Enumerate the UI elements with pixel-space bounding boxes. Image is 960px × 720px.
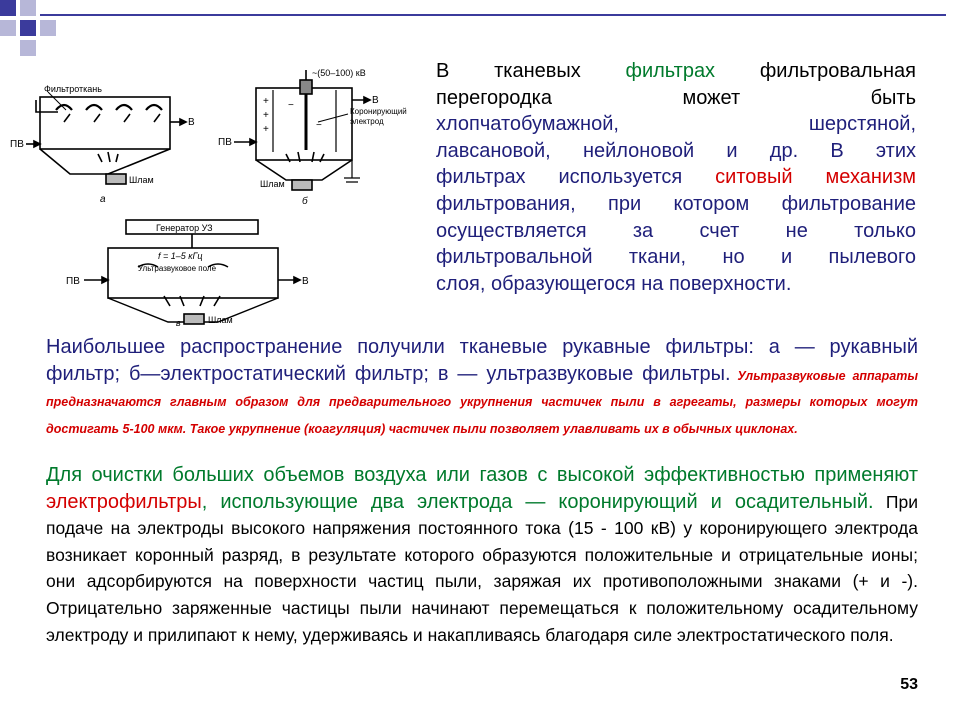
b-minus-1: − <box>288 100 294 111</box>
filter-schematics-figure <box>8 52 418 327</box>
highlight-sieve-mechanism: ситовый механизм <box>715 166 916 189</box>
b-plus-2: + <box>263 110 269 121</box>
a-sludge-label: Шлам <box>129 175 154 185</box>
page-number: 53 <box>900 676 918 693</box>
b-caption: б <box>302 196 308 207</box>
a-fabric-label: Фильтроткань <box>44 84 102 94</box>
top-rule <box>40 14 946 16</box>
corner-square-3 <box>0 20 16 36</box>
bag-filters-paragraph <box>46 334 918 440</box>
c-generator-label: Генератор УЗ <box>156 223 213 233</box>
b-plus-3: + <box>263 124 269 135</box>
c-out-label: В <box>302 276 309 287</box>
b-sludge-label: Шлам <box>260 179 285 189</box>
intro-line-3: хлопчатобумажной, шерстяной, <box>436 113 916 136</box>
b-in-label: ПВ <box>218 137 232 148</box>
c-freq-label: f = 1–5 кГц <box>158 251 203 261</box>
b-plus-1: + <box>263 96 269 107</box>
b-minus-2: − <box>316 120 322 131</box>
highlight-filters: фильтрах <box>625 60 716 82</box>
corner-square-4 <box>20 20 36 36</box>
electrofilters-paragraph: Для очистки больших объемов воздуха или газов с высокой эффективностью применяют электрофильтры, использующие два электрода — коронирующий и осадительный. При подаче на электроды высокого напряжения постоянного тока (15 - 100 кВ) у коронирующего электрода возникает коронный разряд, в результате которого образуются положительные и отрицательные ионы; они адсорбируются на поверхности частиц пыли, заряжая их противоположными знаками (+ и -). Отрицательно заряженные частицы пыли начинают перемещаться к положительному осадительному электроду и прилипают к нему, удерживаясь и накапливаясь благодаря силе электростатического поля. <box>46 464 919 645</box>
c-in-label: ПВ <box>66 276 80 287</box>
schematic-a-bag-filter <box>26 92 186 184</box>
intro-line-8: фильтровальной ткани, но и пылевого <box>436 246 916 269</box>
highlight-electrofilters: электрофильтры <box>46 490 202 513</box>
bag-filters-text: Наибольшее распространение получили тканевые рукавные фильтры: а — рукавный фильтр; б—электростатический фильтр; в — ультразвуковые фильтры. <box>46 336 918 385</box>
b-corona-label-2: электрод <box>350 117 384 126</box>
intro-line-7: осуществляется за счет не только <box>436 219 916 242</box>
corner-square-1 <box>0 0 16 16</box>
intro-line-4: лавсановой, нейлоновой и др. В этих <box>436 139 916 162</box>
intro-line-9: слоя, образующегося на поверхности. <box>436 272 792 295</box>
schematic-b-electrostatic-filter <box>234 70 370 190</box>
corner-square-5 <box>40 20 56 36</box>
intro-line-5: фильтрах используется ситовый механизм <box>436 166 916 189</box>
b-voltage-label: ~(50–100) кВ <box>312 68 366 78</box>
intro-line-1: В тканевых фильтрах фильтровальная <box>436 60 916 82</box>
electrofilters-body: При подаче на электроды высокого напряжения постоянного тока (15 - 100 кВ) у коронирующего электрода возникает коронный разряд, в результате которого образуются положительные и отрицательные ионы; они адсорбируются на поверхности частиц пыли, заряжая их противоположными знаками (+ и -). Отрицательно заряженные частицы пыли начинают перемещаться к положительному осадительному электроду и прилипают к нему, удерживаясь и накапливаясь благодаря силе электростатического поля. <box>46 491 919 645</box>
a-out-label: В <box>188 117 195 128</box>
intro-line-6: фильтрования, при котором фильтрование <box>436 192 916 215</box>
b-corona-label-1: Коронирующий <box>350 107 407 116</box>
c-field-label: Ультразвуковое поле <box>138 264 217 273</box>
c-sludge-label: Шлам <box>208 315 233 325</box>
ultrasonic-note: Ультразвуковые аппараты предназначаются главным образом для предварительного укрупнения частичек пыли в агрегаты, размеры которых могут достигать 5-100 мкм. Такое укрупнение (коагуляция) частичек пыли позволяет улавливать их в обычных циклонах. <box>46 368 918 436</box>
b-out-label: В <box>372 95 379 106</box>
corner-square-2 <box>20 0 36 16</box>
a-in-label: ПВ <box>10 139 24 150</box>
c-caption: в <box>176 318 181 327</box>
intro-line-2: перегородка может быть <box>436 86 916 109</box>
intro-paragraph <box>436 58 916 297</box>
a-caption: а <box>100 194 106 205</box>
